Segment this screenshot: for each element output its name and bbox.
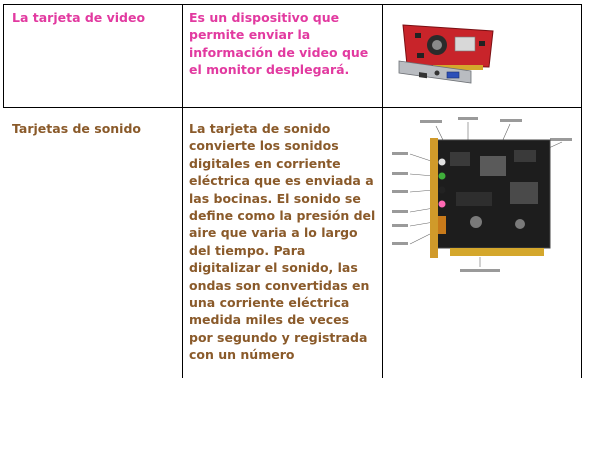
column-divider-2 <box>382 4 383 378</box>
row-1-description: Es un dispositivo que permite enviar la información de video que el monitor desplegará. <box>189 10 369 78</box>
row-2-description: La tarjeta de sonido convierte los sonidos digitales en corriente eléctrica que es enviada a las bocinas. El sonido se define como la presión del aire que varia a lo largo del tiempo. Para digitalizar el sonido, las ondas son convertidas en una corriente eléctrica medida miles de veces por segundo y registrada con un número <box>189 121 376 363</box>
row-2-title: Tarjetas de sonido <box>12 121 142 136</box>
sound-card-image <box>390 112 576 276</box>
column-divider-1 <box>182 4 183 378</box>
table-left-border <box>3 4 4 108</box>
content-table <box>3 4 582 378</box>
row-1-title: La tarjeta de video <box>12 10 146 25</box>
table-top-border <box>3 4 582 5</box>
table-right-border <box>581 4 582 378</box>
video-card-image <box>397 17 500 95</box>
row-divider <box>3 107 582 108</box>
